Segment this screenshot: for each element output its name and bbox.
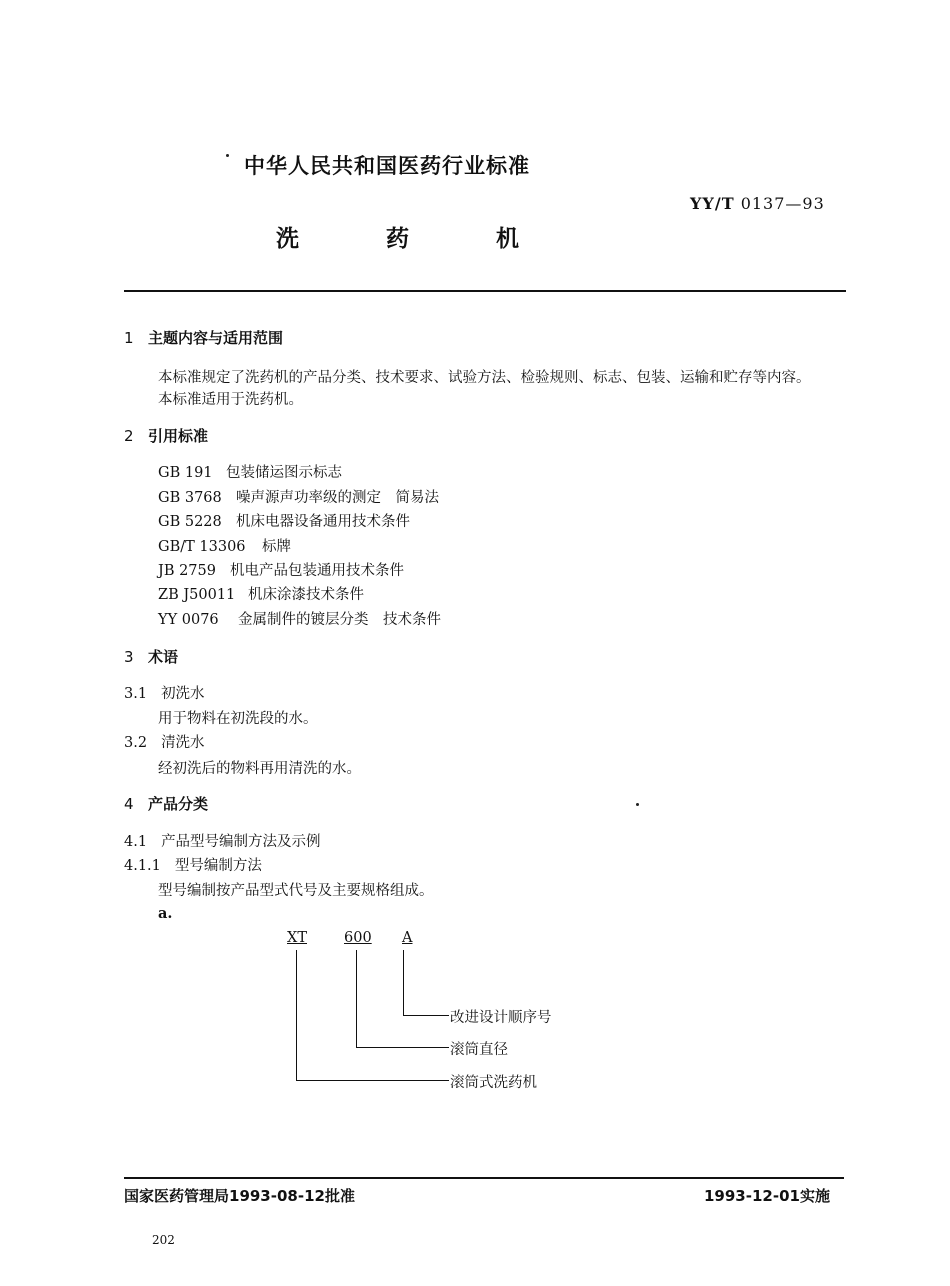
reference-item bbox=[158, 461, 342, 482]
section-3-heading bbox=[124, 646, 178, 667]
reference-item bbox=[158, 535, 291, 556]
section-title: 主题内容与适用范围 bbox=[148, 329, 284, 347]
leader-a-vertical bbox=[403, 950, 404, 1015]
section-1-paragraph-2: 本标准适用于洗药机。 bbox=[158, 392, 303, 408]
reference-item bbox=[158, 486, 439, 507]
reference-name: 标牌 bbox=[262, 539, 291, 555]
document-title bbox=[276, 220, 519, 253]
reference-code: JB 2759 bbox=[158, 563, 216, 579]
term-number: 3.1 bbox=[124, 686, 148, 702]
section-4-heading bbox=[124, 793, 208, 814]
reference-name: 噪声源声功率级的测定 简易法 bbox=[236, 490, 439, 506]
reference-name: 机电产品包装通用技术条件 bbox=[230, 563, 404, 579]
header-rule bbox=[124, 290, 846, 292]
subsection-number: 4.1 bbox=[124, 834, 148, 850]
page-number: 202 bbox=[152, 1233, 175, 1247]
reference-code: ZB J50011 bbox=[158, 587, 236, 603]
subsection-title: 型号编制方法 bbox=[174, 858, 262, 874]
section-title: 术语 bbox=[148, 648, 179, 666]
subsection-title: 产品型号编制方法及示例 bbox=[161, 834, 321, 850]
scan-speck bbox=[636, 803, 639, 806]
label-design-sequence: 改进设计顺序号 bbox=[450, 1010, 552, 1026]
section-number: 4 bbox=[124, 795, 134, 813]
standard-code bbox=[690, 194, 825, 213]
label-drum-diameter: 滚筒直径 bbox=[450, 1042, 508, 1058]
reference-code: GB/T 13306 bbox=[158, 539, 246, 555]
title-char-2: 药 bbox=[386, 226, 409, 252]
title-char-1: 洗 bbox=[276, 226, 299, 252]
reference-name: 金属制件的镀层分类 技术条件 bbox=[238, 612, 441, 628]
leader-600-horizontal bbox=[356, 1047, 449, 1048]
leader-600-vertical bbox=[356, 950, 357, 1047]
reference-item bbox=[158, 510, 410, 531]
section-number: 1 bbox=[124, 329, 134, 347]
reference-code: GB 191 bbox=[158, 465, 213, 481]
footer-rule bbox=[124, 1177, 844, 1179]
subsection-4-1-1 bbox=[124, 854, 262, 875]
reference-name: 包装储运图示标志 bbox=[226, 465, 342, 481]
section-1-paragraph-1: 本标准规定了洗药机的产品分类、技术要求、试验方法、检验规则、标志、包装、运输和贮存等内容。 bbox=[158, 370, 811, 386]
title-char-3: 机 bbox=[496, 226, 519, 252]
implementation-date: 1993-12-01实施 bbox=[704, 1187, 830, 1205]
term-3-1-definition: 用于物料在初洗段的水。 bbox=[158, 711, 318, 727]
label-drum-washer: 滚筒式洗药机 bbox=[450, 1075, 537, 1091]
reference-code: GB 3768 bbox=[158, 490, 222, 506]
term-3-2 bbox=[124, 731, 205, 752]
term-name: 初洗水 bbox=[161, 686, 205, 702]
standard-code-prefix: YY/T bbox=[690, 194, 735, 213]
model-code-xt: XT bbox=[287, 930, 307, 946]
section-2-heading bbox=[124, 425, 208, 446]
standard-code-number: 0137—93 bbox=[740, 194, 825, 213]
term-number: 3.2 bbox=[124, 735, 148, 751]
scan-speck bbox=[226, 154, 229, 157]
model-code-600: 600 bbox=[344, 930, 372, 946]
term-name: 清洗水 bbox=[161, 735, 205, 751]
section-number: 2 bbox=[124, 427, 134, 445]
reference-item bbox=[158, 559, 404, 580]
subsection-4-1 bbox=[124, 830, 321, 851]
subsection-4-1-1-text: 型号编制按产品型式代号及主要规格组成。 bbox=[158, 883, 434, 899]
term-3-1 bbox=[124, 682, 205, 703]
leader-a-horizontal bbox=[403, 1015, 449, 1016]
section-number: 3 bbox=[124, 648, 134, 666]
section-1-heading bbox=[124, 327, 283, 348]
reference-name: 机床电器设备通用技术条件 bbox=[236, 514, 410, 530]
section-title: 引用标准 bbox=[148, 427, 209, 445]
model-code-a: A bbox=[402, 930, 413, 946]
org-title: 中华人民共和国医药行业标准 bbox=[244, 154, 530, 178]
reference-name: 机床涂漆技术条件 bbox=[248, 587, 364, 603]
reference-item bbox=[158, 583, 364, 604]
approval-info: 国家医药管理局1993-08-12批准 bbox=[124, 1187, 355, 1205]
section-title: 产品分类 bbox=[148, 795, 209, 813]
reference-code: GB 5228 bbox=[158, 514, 222, 530]
list-item-a: a. bbox=[158, 905, 173, 922]
reference-item bbox=[158, 608, 441, 629]
reference-code: YY 0076 bbox=[158, 612, 219, 628]
term-3-2-definition: 经初洗后的物料再用清洗的水。 bbox=[158, 761, 361, 777]
leader-xt-horizontal bbox=[296, 1080, 449, 1081]
subsection-number: 4.1.1 bbox=[124, 858, 161, 874]
leader-xt-vertical bbox=[296, 950, 297, 1080]
